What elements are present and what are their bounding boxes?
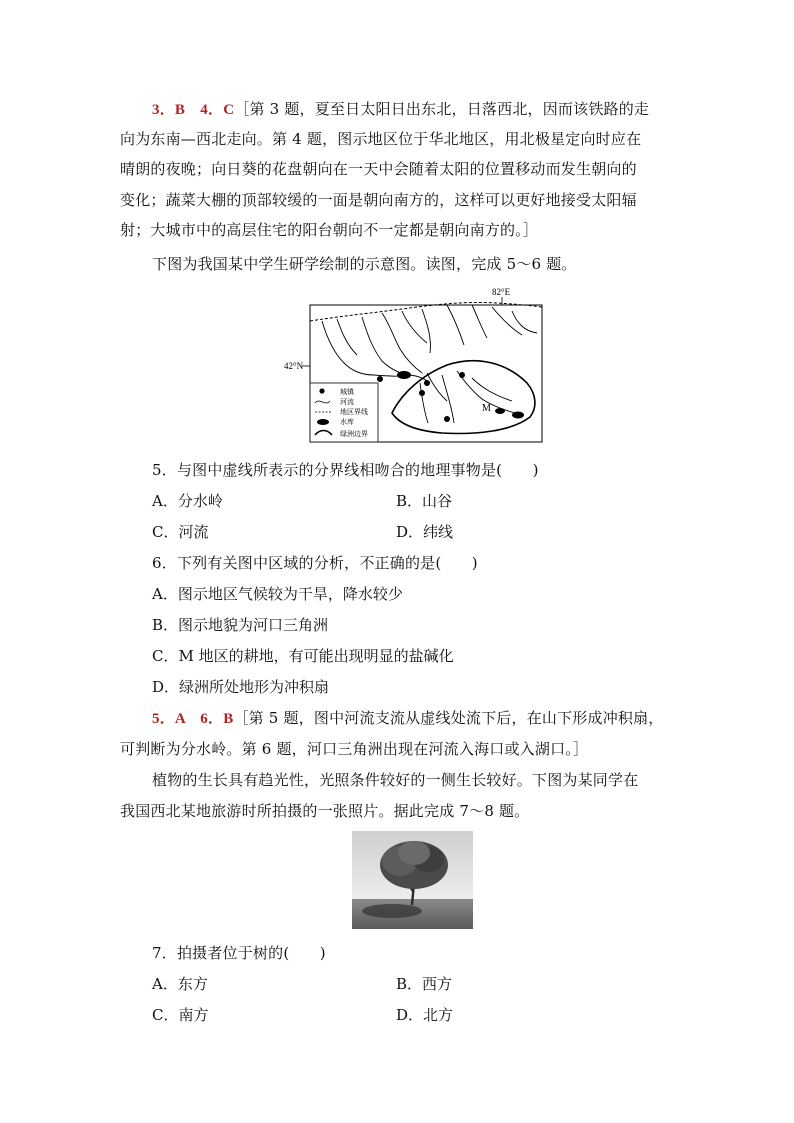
answer-3-4: 3．B 4．C (152, 102, 235, 118)
q5-option-c: C．河流 (152, 523, 209, 541)
town-marker (424, 380, 430, 386)
reservoir-marker (512, 412, 524, 419)
question-7-stem: 7．拍摄者位于树的( ) (152, 944, 326, 962)
q6-option-b: B．图示地貌为河口三角洲 (152, 616, 329, 634)
answer-5-6: 5．A 6．B (152, 711, 234, 727)
question-5-stem: 5．与图中虚线所表示的分界线相吻合的地理事物是( ) (152, 461, 539, 479)
latitude-label: 42°N (284, 361, 304, 371)
explanation-line: 晴朗的夜晚；向日葵的花盘朝向在一天中会随着太阳的位置移动而发生朝向的 (120, 160, 637, 178)
q7-option-a: A．东方 (152, 975, 208, 993)
tree-photo (352, 831, 473, 929)
tree-shadow (362, 904, 422, 918)
q7-option-d: D．北方 (396, 1006, 454, 1024)
q5-option-a: A．分水岭 (152, 492, 223, 510)
legend-oasis-boundary: 绿洲边界 (340, 430, 368, 438)
map-drawing (282, 283, 546, 445)
q5-option-d: D．纬线 (396, 523, 454, 541)
region-m-label: M (482, 403, 491, 414)
q6-option-d: D．绿洲所处地形为冲积扇 (152, 678, 330, 696)
q5-option-b: B．山谷 (396, 492, 453, 510)
legend-boundary: 地区界线 (340, 408, 368, 416)
explanation-line: 可判断为分水岭。第 6 题，河口三角洲出现在河流入海口或入湖口。］ (120, 740, 589, 758)
explanation-text: ［第 5 题，图中河流支流从虚线处流下后，在山下形成冲积扇， (233, 709, 664, 727)
legend-town: 城镇 (340, 388, 354, 396)
explanation-text: ［第 3 题，夏至日太阳日出东北，日落西北，因而该铁路的走 (234, 100, 650, 118)
reservoir-marker (397, 371, 411, 379)
legend-reservoir: 水库 (340, 418, 354, 426)
map-figure (282, 283, 546, 445)
q7-option-b: B．西方 (396, 975, 453, 993)
tree-photo-drawing (352, 831, 473, 929)
intro-q7-8-line-1: 植物的生长具有趋光性，光照条件较好的一侧生长较好。下图为某同学在 (152, 771, 639, 789)
town-marker (419, 390, 425, 396)
longitude-label: 82°E (492, 287, 511, 297)
q6-option-c: C．M 地区的耕地，有可能出现明显的盐碱化 (152, 647, 454, 665)
town-marker (377, 376, 383, 382)
answer-3-4-line-1 (152, 98, 649, 121)
question-6-stem: 6．下列有关图中区域的分析，不正确的是( ) (152, 554, 478, 572)
q6-option-a: A．图示地区气候较为干旱，降水较少 (152, 585, 403, 603)
town-marker (444, 416, 450, 422)
town-marker (459, 372, 465, 378)
explanation-line: 变化；蔬菜大棚的顶部较缓的一面是朝向南方的，这样可以更好地接受太阳辐 (120, 191, 637, 209)
intro-q5-6: 下图为我国某中学生研学绘制的示意图。读图，完成 5～6 题。 (152, 255, 577, 273)
answer-5-6-line-1 (152, 707, 664, 730)
intro-q7-8-line-2: 我国西北某地旅游时所拍摄的一张照片。据此完成 7～8 题。 (120, 802, 530, 820)
legend-river: 河流 (340, 398, 354, 406)
reservoir-marker (495, 408, 505, 414)
q7-option-c: C．南方 (152, 1006, 209, 1024)
explanation-line: 射；大城市中的高层住宅的阳台朝向不一定都是朝向南方的。］ (120, 221, 539, 239)
explanation-line: 向为东南—西北走向。第 4 题，图示地区位于华北地区，用北极星定向时应在 (120, 130, 642, 148)
